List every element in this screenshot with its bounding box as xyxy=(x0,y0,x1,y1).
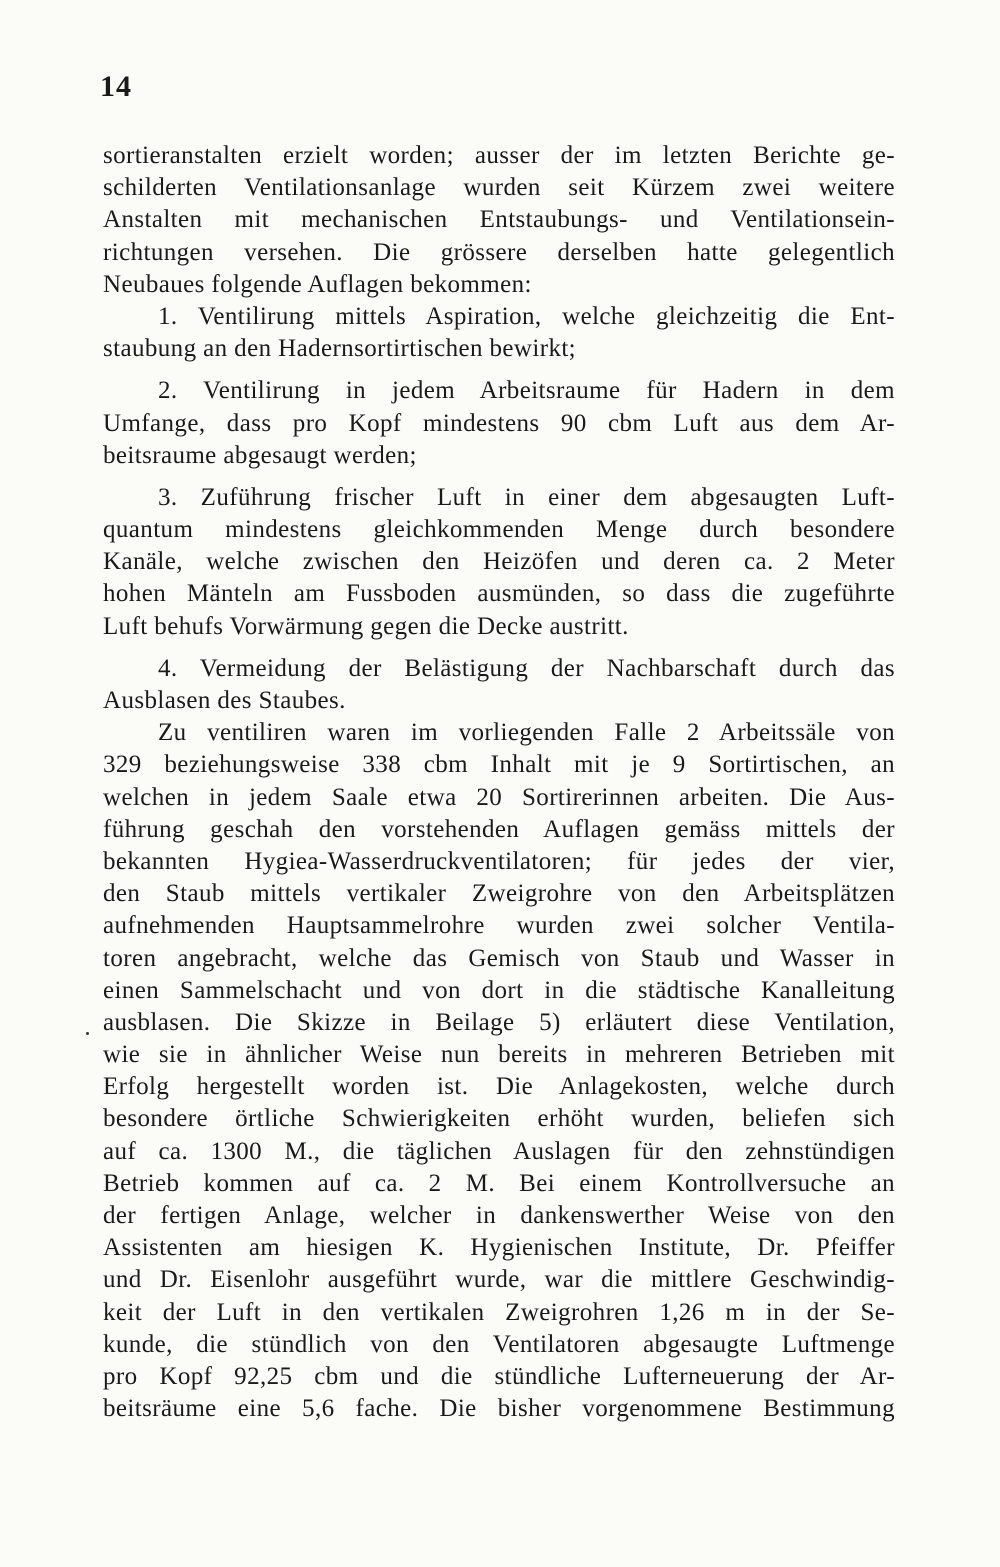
text-line: und Dr. Eisenlohr ausgeführt wurde, war die mittlere Geschwindig- xyxy=(103,1266,895,1294)
text-line: sortieranstalten erzielt worden; ausser der im letzten Berichte ge- xyxy=(103,142,895,169)
paragraph-gap xyxy=(103,643,895,653)
text-line: richtungen versehen. Die grössere derselben hatte gelegentlich xyxy=(103,238,895,266)
text-line: besondere örtliche Schwierigkeiten erhöht wurden, beliefen sich xyxy=(103,1105,895,1133)
text-line: Betrieb kommen auf ca. 2 M. Bei einem Kontrollversuche an xyxy=(103,1169,895,1197)
text-line: Neubaues folgende Auflagen bekommen: xyxy=(103,270,532,298)
text-line: toren angebracht, welche das Gemisch von Staub und Wasser in xyxy=(103,944,895,972)
text-line: führung geschah den vorstehenden Auflagen gemäss mittels der xyxy=(103,815,895,843)
text-line: Anstalten mit mechanischen Entstaubungs- und Ventilationsein- xyxy=(103,206,895,234)
text-line: der fertigen Anlage, welcher in dankenswerther Weise von den xyxy=(103,1202,895,1229)
margin-mark xyxy=(86,1032,89,1035)
text-line: den Staub mittels vertikaler Zweigrohre von den Arbeitsplätzen xyxy=(103,880,895,908)
text-line: welchen in jedem Saale etwa 20 Sortirerinnen arbeiten. Die Aus- xyxy=(103,783,895,811)
text-line: wie sie in ähnlicher Weise nun bereits in mehreren Betrieben mit xyxy=(103,1041,895,1069)
text-line: bekannten Hygiea-Wasserdruckventilatoren; für jedes der vier, xyxy=(103,847,895,875)
text-line: Zu ventiliren waren im vorliegenden Falle 2 Arbeitssäle von xyxy=(158,719,895,747)
text-line: 2. Ventilirung in jedem Arbeitsraume für Hadern in dem xyxy=(158,377,895,405)
text-line: pro Kopf 92,25 cbm und die stündliche Lufterneuerung der Ar- xyxy=(103,1362,895,1390)
text-line: hohen Mänteln am Fussboden ausmünden, so dass die zugeführte xyxy=(103,580,895,608)
text-line: kunde, die stündlich von den Ventilatoren abgesaugte Luftmenge xyxy=(103,1330,895,1358)
text-line: staubung an den Hadernsortirtischen bewirkt; xyxy=(103,335,577,363)
text-line: aufnehmenden Hauptsammelrohre wurden zwei solcher Ventila- xyxy=(103,912,895,940)
page-number: 14 xyxy=(100,70,132,103)
text-line: schilderten Ventilationsanlage wurden seit Kürzem zwei weitere xyxy=(103,174,895,202)
text-line: Erfolg hergestellt worden ist. Die Anlagekosten, welche durch xyxy=(103,1073,895,1101)
text-line: ausblasen. Die Skizze in Beilage 5) erläutert diese Ventilation, xyxy=(103,1008,895,1036)
text-line: Assistenten am hiesigen K. Hygienischen Institute, Dr. Pfeiffer xyxy=(103,1234,895,1262)
text-line: 4. Vermeidung der Belästigung der Nachbarschaft durch das xyxy=(158,654,895,682)
paragraph-gap xyxy=(103,472,895,482)
text-line: Luft behufs Vorwärmung gegen die Decke austritt. xyxy=(103,612,629,640)
text-line: 329 beziehungsweise 338 cbm Inhalt mit je 9 Sortirtischen, an xyxy=(103,751,895,779)
text-line: einen Sammelschacht und von dort in die städtische Kanalleitung xyxy=(103,976,895,1004)
text-line: beitsräume eine 5,6 fache. Die bisher vorgenommene Bestimmung xyxy=(103,1395,895,1423)
text-line: auf ca. 1300 M., die täglichen Auslagen für den zehnstündigen xyxy=(103,1137,895,1165)
text-line: beitsraume abgesaugt werden; xyxy=(103,441,417,469)
text-line: keit der Luft in den vertikalen Zweigrohren 1,26 m in der Se- xyxy=(103,1298,895,1326)
text-line: quantum mindestens gleichkommenden Menge durch besondere xyxy=(103,516,895,544)
text-line: Kanäle, welche zwischen den Heizöfen und deren ca. 2 Meter xyxy=(103,548,895,576)
body-text xyxy=(103,140,895,1425)
text-line: 1. Ventilirung mittels Aspiration, welche gleichzeitig die Ent- xyxy=(158,302,895,330)
text-line: Umfange, dass pro Kopf mindestens 90 cbm Luft aus dem Ar- xyxy=(103,409,895,437)
paragraph-gap xyxy=(103,365,895,375)
text-line: 3. Zuführung frischer Luft in einer dem abgesaugten Luft- xyxy=(158,483,895,511)
text-line: Ausblasen des Staubes. xyxy=(103,687,346,714)
